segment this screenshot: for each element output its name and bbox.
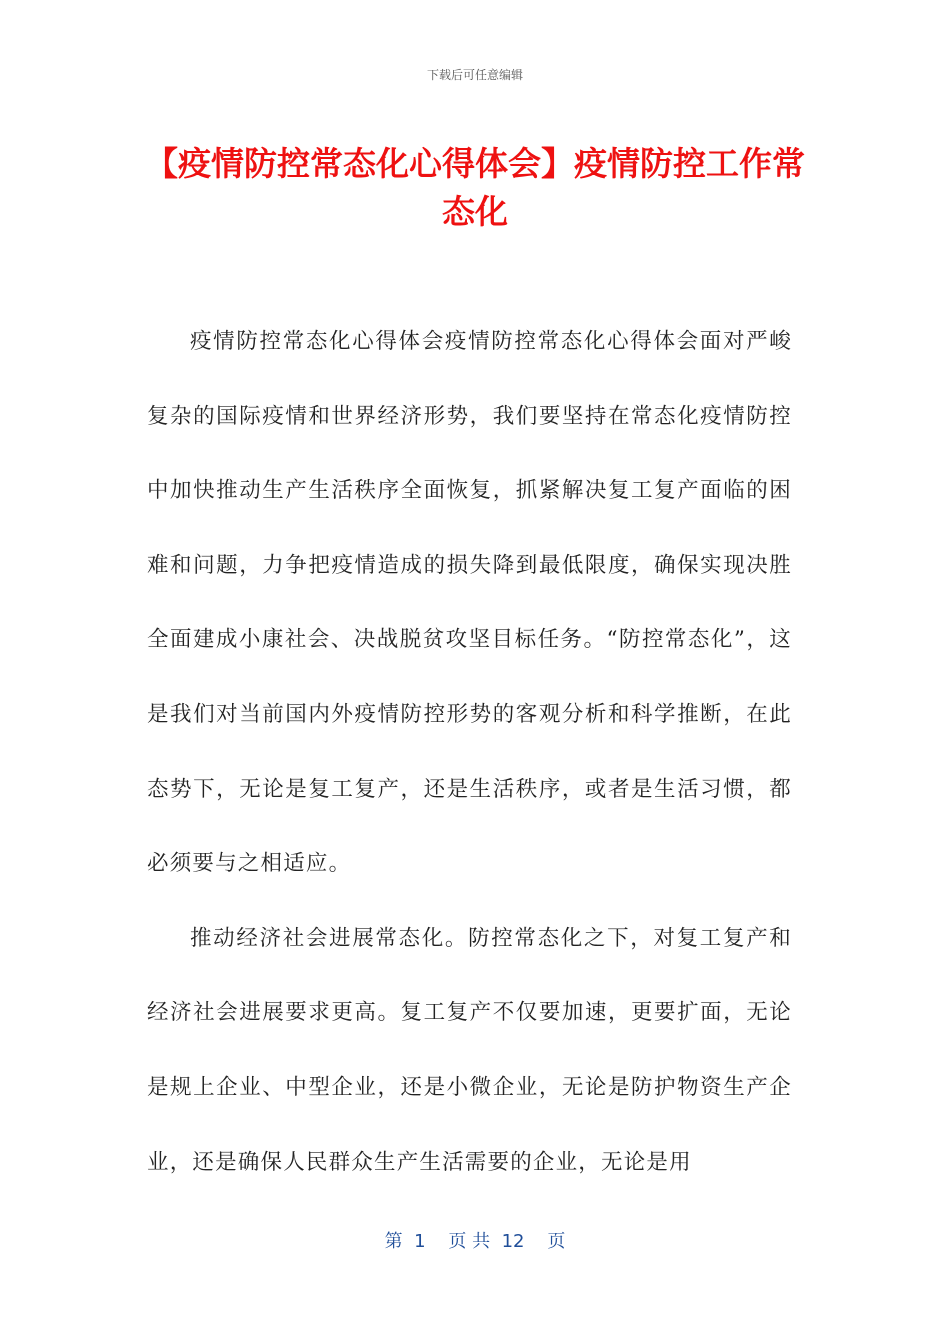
document-title: 【疫情防控常态化心得体会】疫情防控工作常态化 (145, 144, 805, 231)
document-body (147, 305, 792, 1200)
paragraph-1: 疫情防控常态化心得体会疫情防控常态化心得体会面对严峻复杂的国际疫情和世界经济形势，我们要坚持在常态化疫情防控中加快推动生产生活秩序全面恢复，抓紧解决复工复产面临的困难和问题，力争把疫情造成的损失降到最低限度，确保实现决胜全面建成小康社会、决战脱贫攻坚目标任务。“防控常态化”，这是我们对当前国内外疫情防控形势的客观分析和科学推断，在此态势下，无论是复工复产，还是生活秩序，或者是生活习惯，都必须要与之相适应。 (147, 329, 792, 877)
header-note: 下载后可任意编辑 (426, 68, 523, 82)
page-number-footer: 第 1 页 共 12 页 (384, 1231, 566, 1252)
paragraph-2: 推动经济社会进展常态化。防控常态化之下，对复工复产和经济社会进展要求更高。复工复产不仅要加速，更要扩面，无论是规上企业、中型企业，还是小微企业，无论是防护物资生产企业，还是确保人民群众生产生活需要的企业，无论是用 (147, 925, 792, 1175)
